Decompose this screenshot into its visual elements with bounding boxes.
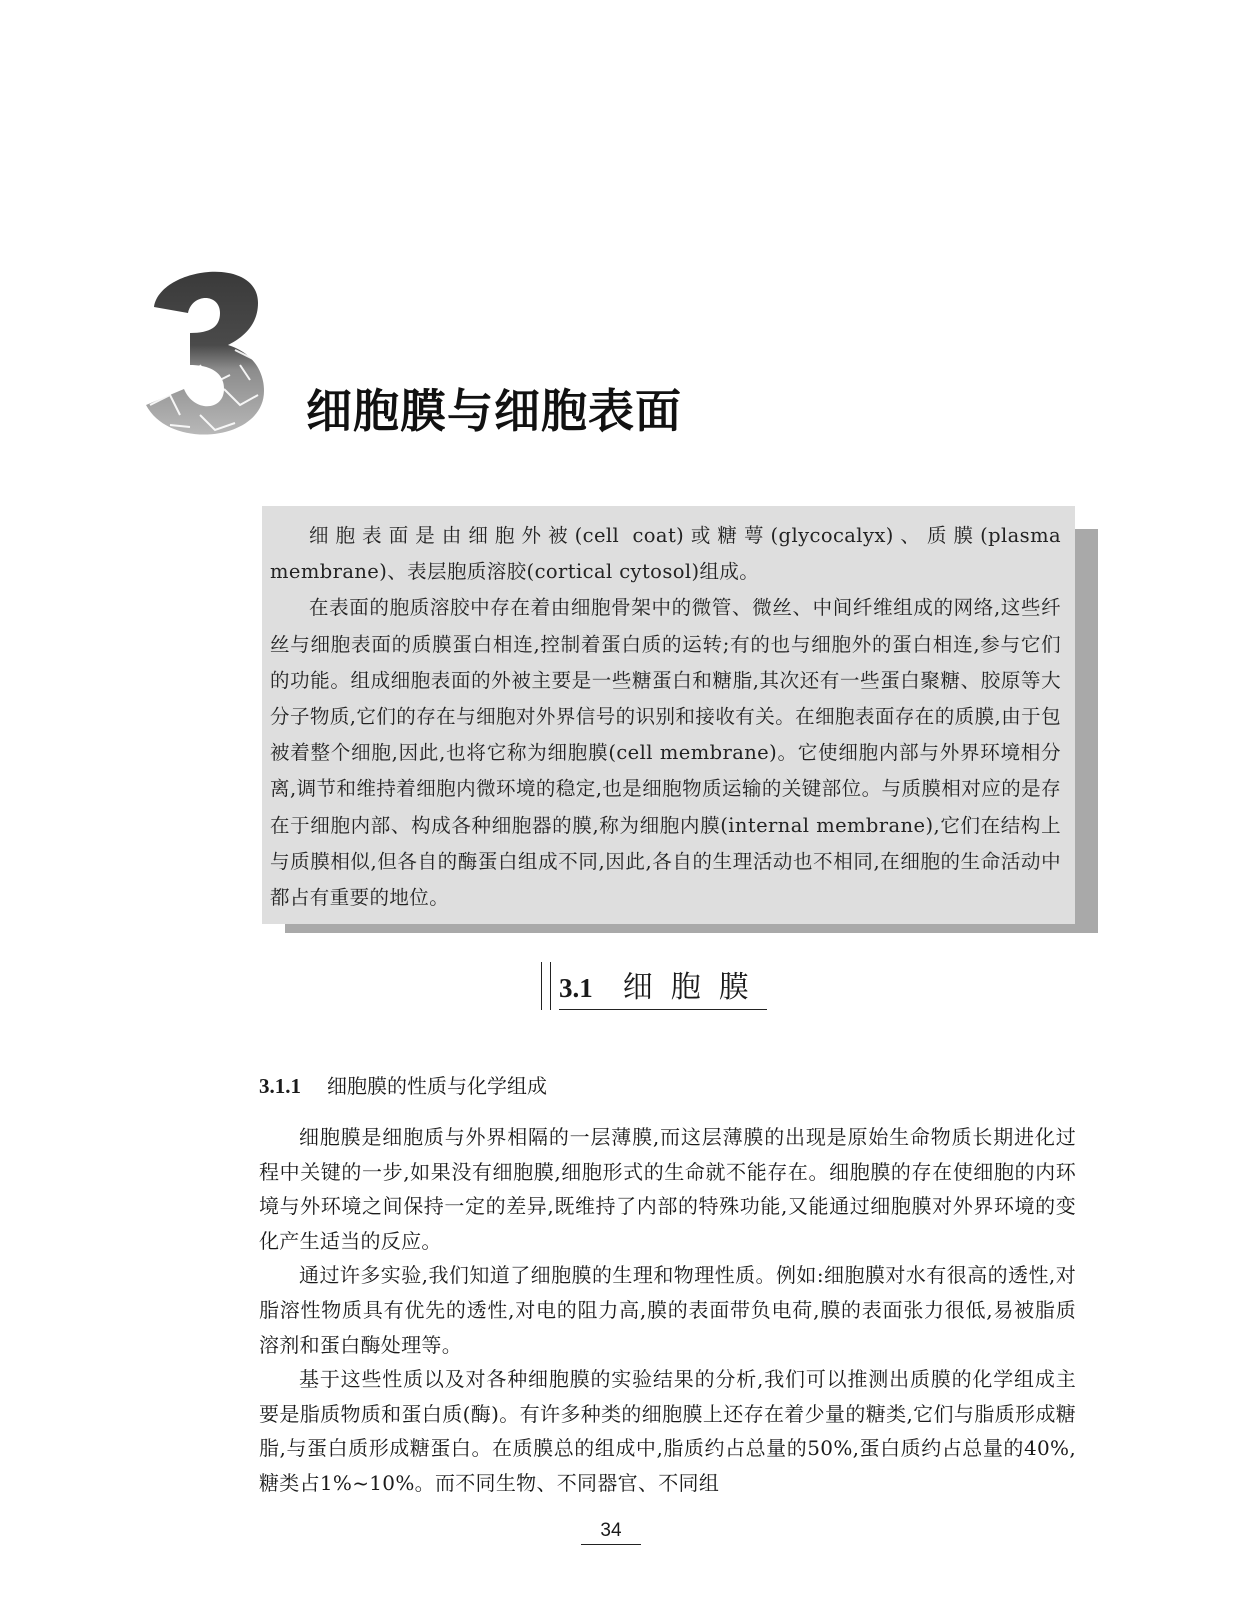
subsection-heading xyxy=(259,1070,547,1099)
body-text xyxy=(259,1120,1076,1501)
body-paragraph: 细胞膜是细胞质与外界相隔的一层薄膜,而这层薄膜的出现是原始生命物质长期进化过程中关键的一步,如果没有细胞膜,细胞形式的生命就不能存在。细胞膜的存在使细胞的内环境与外环境之间保持一定的差异,既维持了内部的特殊功能,又能通过细胞膜对外界环境的变化产生适当的反应。 xyxy=(259,1125,1076,1253)
page-number: 34 xyxy=(581,1520,641,1545)
chapter-title: 细胞膜与细胞表面 xyxy=(306,384,682,438)
section-title: 细胞膜 xyxy=(622,970,767,1005)
section-heading-bars xyxy=(541,962,551,1010)
section-heading xyxy=(541,962,767,1010)
subsection-number: 3.1.1 xyxy=(259,1074,301,1098)
section-number: 3.1 xyxy=(559,973,593,1003)
subsection-title: 细胞膜的性质与化学组成 xyxy=(327,1074,547,1098)
intro-paragraph: 在表面的胞质溶胶中存在着由细胞骨架中的微管、微丝、中间纤维组成的网络,这些纤丝与细胞表面的质膜蛋白相连,控制着蛋白质的运转;有的也与细胞外的蛋白相连,参与它们的功能。组成细胞表面的外被主要是一些糖蛋白和糖脂,其次还有一些蛋白聚糖、胶原等大分子物质,它们的存在与细胞对外界信号的识别和接收有关。在细胞表面存在的质膜,由于包被着整个细胞,因此,也将它称为细胞膜(cell membrane)。它使细胞内部与外界环境相分离,调节和维持着细胞内微环境的稳定,也是细胞物质运输的关键部位。与质膜相对应的是存在于细胞内部、构成各种细胞器的膜,称为细胞内膜(internal membrane),它们在结构上与质膜相似,但各自的酶蛋白组成不同,因此,各自的生理活动也不相同,在细胞的生命活动中都占有重要的地位。 xyxy=(270,596,1061,910)
body-paragraph: 通过许多实验,我们知道了细胞膜的生理和物理性质。例如:细胞膜对水有很高的透性,对脂溶性物质具有优先的透性,对电的阻力高,膜的表面带负电荷,膜的表面张力很低,易被脂质溶剂和蛋白酶处理等。 xyxy=(259,1263,1076,1357)
chapter-intro-box xyxy=(262,506,1075,924)
intro-paragraph: 细胞表面是由细胞外被(cell coat)或糖萼(glycocalyx)、质膜(plasma membrane)、表层胞质溶胶(cortical cytosol)组成。 xyxy=(270,524,1061,584)
chapter-number-graphic xyxy=(140,255,270,445)
body-paragraph: 基于这些性质以及对各种细胞膜的实验结果的分析,我们可以推测出质膜的化学组成主要是脂质物质和蛋白质(酶)。有许多种类的细胞膜上还存在着少量的糖类,它们与脂质形成糖脂,与蛋白质形成糖蛋白。在质膜总的组成中,脂质约占总量的50%,蛋白质约占总量的40%,糖类占1%~10%。而不同生物、不同器官、不同组 xyxy=(259,1367,1076,1495)
